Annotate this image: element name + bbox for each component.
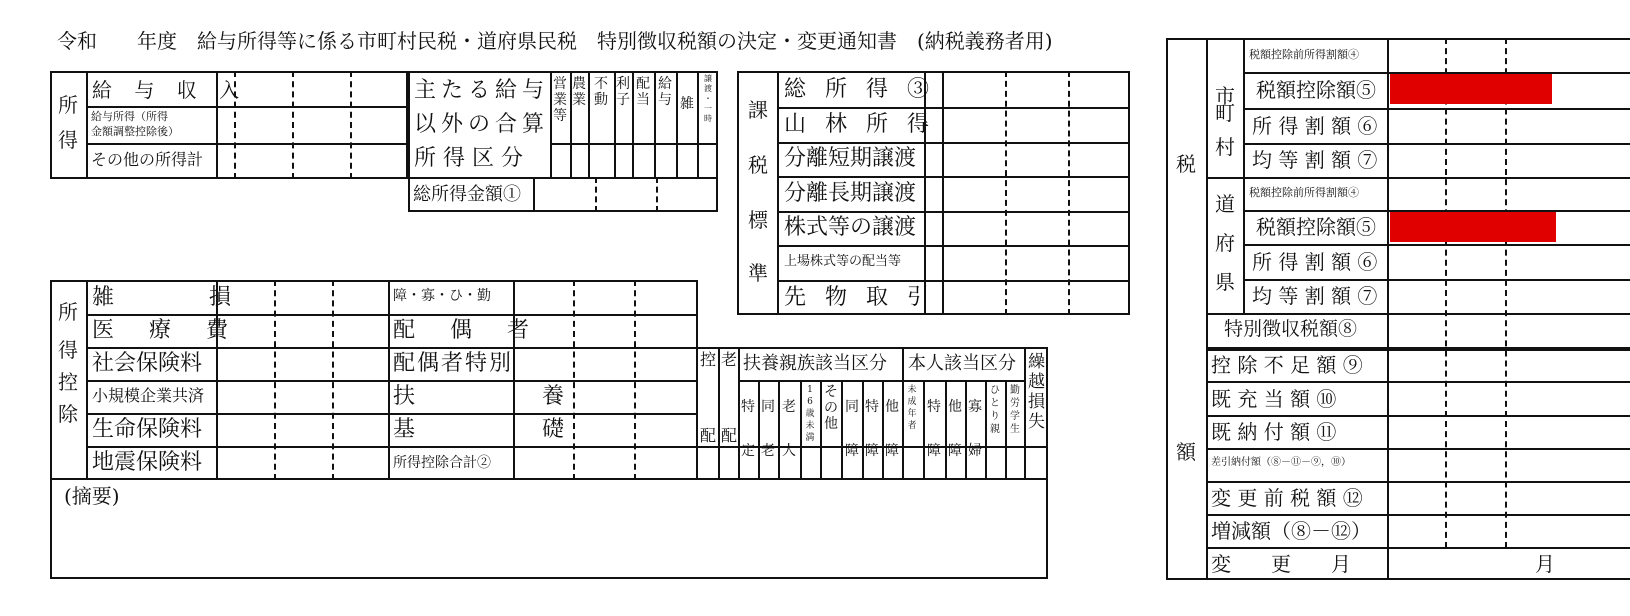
spouse-deduction-col: 控 [700,350,717,369]
dep-col-4: 1 6 歳 未 満 [805,385,815,443]
special-collection-label: 特別徴収税額⑧ [1224,318,1358,340]
municipal-label-2: 町 [1215,101,1235,125]
social-insurance-label: 社会保険料 [92,351,203,376]
prefectural-label-3: 県 [1215,270,1235,294]
self-col-1: 未 成 年 者 [907,385,917,431]
change-month-label: 変 更 月 [1211,552,1351,576]
other-income-label-1: 主たる給与 [414,78,550,103]
summary-box [50,478,1048,579]
redacted-muni-credit [1390,74,1552,104]
deduction-header-3: 控 [58,370,78,394]
self-col-6: 勤 労 学 生 [1010,385,1020,435]
deduction-header-2: 得 [58,338,78,362]
tax-base-row-4: 分離長期譲渡 [784,181,917,206]
month-unit: 月 [1535,552,1555,576]
cat-transfer: 譲 渡 ・ 一 時 [704,74,712,123]
document-title: 令和 年度 給与所得等に係る市町村民税・道府県民税 特別徴収税額の決定・変更通知書 (納税義務者用) [57,29,1053,53]
spouse-special-label: 配偶者特別 [393,351,514,376]
tax-base-row-1: 総 所 得 ③ [784,77,935,102]
pre-change-tax-label: 変 更 前 税 額 ⑫ [1211,486,1363,510]
tax-base-row-7: 先 物 取 引 [784,285,935,310]
deduction-total-label: 所得控除合計② [393,455,491,471]
tax-base-header-2: 税 [748,153,768,177]
salary-income-label-1: 給与所得（所得 [91,110,168,123]
muni-row-3: 所 得 割 額 ⑥ [1252,114,1378,138]
cat-dividend: 配 当 [636,76,650,108]
dep-col-6: 同 障 [845,399,859,459]
muni-row-4: 均 等 割 額 ⑦ [1252,148,1378,172]
basic-label: 基 礎 [393,417,624,442]
already-paid-label: 既 納 付 額 ⑪ [1211,420,1337,444]
tax-base-row-6: 上場株式等の配当等 [784,254,902,269]
cat-business: 営 業 等 [553,76,567,124]
redacted-pref-credit [1390,212,1556,242]
self-col-4: 寡 婦 [968,399,982,459]
disability-label: 障・寡・ひ・勤 [393,288,491,304]
other-income-label-2: 以外の合算 [414,112,550,137]
pref-row-4: 均 等 割 額 ⑦ [1252,284,1378,308]
deduction-header-1: 所 [58,300,78,324]
deduction-shortfall-label: 控 除 不 足 額 ⑨ [1211,353,1363,377]
prefectural-label-1: 道 [1215,192,1235,216]
dep-col-3: 老 人 [782,399,796,459]
cat-realestate: 不 動 [594,76,608,108]
already-applied-label: 既 充 当 額 ⑩ [1211,387,1337,411]
carryover-loss: 繰 越 損 失 [1028,352,1045,432]
muni-row-1: 税額控除前所得割額④ [1249,48,1359,61]
tax-base-header-4: 準 [748,261,768,285]
dependent-label: 扶 養 [393,384,624,409]
deduction-header-4: 除 [58,402,78,426]
self-header: 本人該当区分 [908,353,1016,374]
cat-farming: 農 業 [572,76,586,108]
small-business-label: 小規模企業共済 [92,386,205,405]
dep-col-2: 同 老 [761,399,775,459]
cat-misc: 雑 [680,96,694,112]
salary-revenue-label: 給 与 収 入 [92,78,248,102]
municipal-label-1: 市 [1215,84,1235,108]
pref-row-1: 税額控除前所得割額④ [1249,186,1359,199]
self-col-3: 他 障 [948,399,962,459]
dep-col-8: 他 障 [885,399,899,459]
dep-col-5: そ の 他 [824,384,838,432]
tax-base-header-3: 標 [748,208,768,232]
muni-row-2: 税額控除額⑤ [1256,78,1376,102]
tax-side-label-1: 税 [1176,152,1196,176]
tax-base-row-5: 株式等の譲渡 [784,215,917,240]
tax-base-header-1: 課 [748,98,768,122]
elderly-col-2: 配 [721,426,738,445]
municipal-label-3: 村 [1215,135,1235,159]
dependents-header: 扶養親族該当区分 [743,353,887,374]
tax-side-label-2: 額 [1176,440,1196,464]
total-income-label: 総所得金額① [413,184,521,205]
net-payment-label: 差引納付額（⑧－⑪－⑨，⑩） [1211,457,1351,468]
self-col-5: ひ と り 親 [990,385,1000,435]
dep-col-1: 特 定 [741,399,755,459]
income-header-1: 所 [58,93,78,117]
tax-base-row-2: 山 林 所 得 [784,112,935,137]
cat-salary: 給 与 [658,76,672,108]
income-header-2: 得 [58,128,78,152]
other-income-label: その他の所得計 [91,150,204,169]
elderly-col: 老 [721,350,738,369]
self-col-2: 特 障 [927,399,941,459]
tax-base-row-3: 分離短期譲渡 [784,146,917,171]
salary-income-label-2: 金額調整控除後） [91,125,179,138]
pref-row-2: 税額控除額⑤ [1256,215,1376,239]
spouse-deduction-col-2: 配 [700,426,717,445]
dep-col-7: 特 障 [865,399,879,459]
summary-label: (摘要) [64,484,120,508]
pref-row-3: 所 得 割 額 ⑥ [1252,250,1378,274]
life-insurance-label: 生命保険料 [92,417,203,442]
misc-loss-label: 雑 損 [92,285,275,310]
medical-label: 医 療 費 [92,318,242,343]
spouse-label: 配 偶 者 [393,318,543,343]
cat-interest: 利 子 [616,76,630,108]
increase-decrease-label: 増減額（⑧－⑫） [1211,519,1371,543]
prefectural-label-2: 府 [1215,231,1235,255]
earthquake-insurance-label: 地震保険料 [92,450,203,475]
income-category-label: 所 得 区 分 [414,146,523,171]
